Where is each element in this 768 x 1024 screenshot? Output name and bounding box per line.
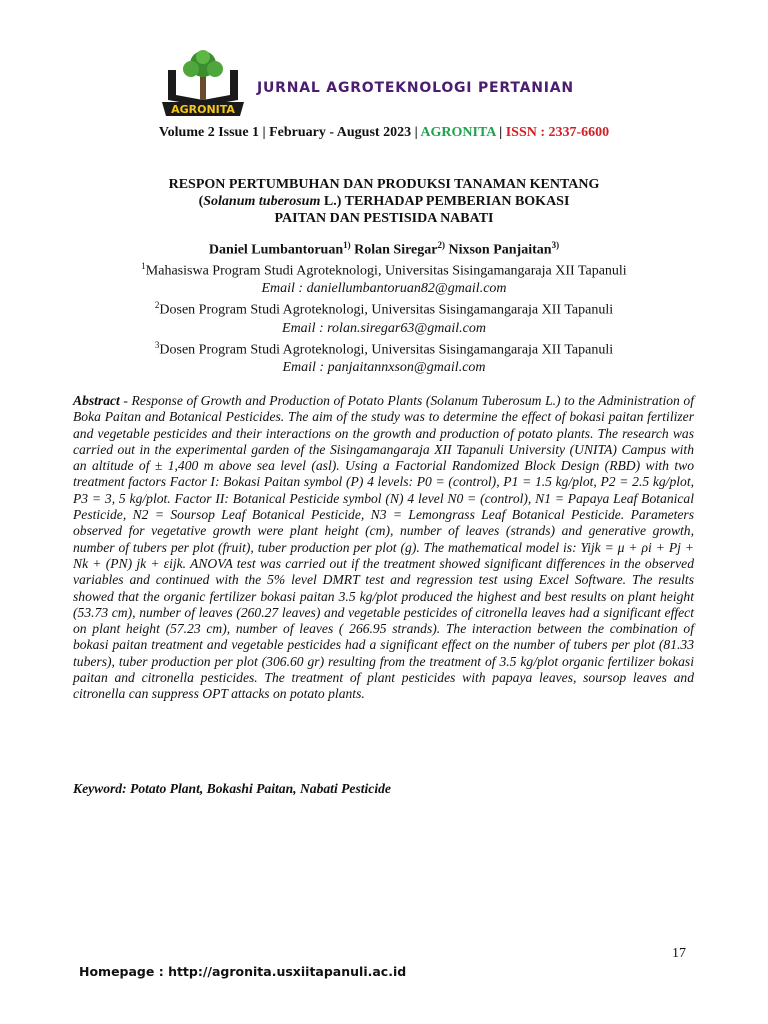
- author-mark: 1): [343, 240, 351, 250]
- affiliation: $^2$Dosen Program Studi Agroteknologi, Universitas Sisingamangaraja XII Tapanuli: [154, 300, 614, 319]
- affiliation: $^3$Dosen Program Studi Agroteknologi, Universitas Sisingamangaraja XII Tapanuli: [154, 339, 614, 358]
- author-mark: 2): [437, 240, 445, 250]
- logo-text: AGRONITA: [171, 103, 235, 116]
- abstract: [73, 393, 694, 703]
- affiliation: $^1$Mahasiswa Program Studi Agroteknologi, Universitas Sisingamangaraja XII Tapanuli: [141, 261, 627, 279]
- journal-header: [160, 48, 620, 120]
- author-name: Nixson Panjaitan: [444, 242, 552, 258]
- author-mark: 3): [551, 240, 560, 250]
- journal-brand: AGRONITA: [420, 125, 496, 140]
- paper-title: [0, 176, 768, 227]
- abstract-text: - Response of Growth and Production of Potato Plants (Solanum Tuberosum L.) to the Administration of Boka Paitan and Botanical Pesticides. The aim of the study was to determine the effect of bokasi paitan fertilizer and vegetable pesticides and their interactions on the growth and production of potato plants. The research was carried out in the experimental garden of the Sisingamangaraja XII Tapanuli University (UNITA) Campus with an altitude of ± 1,400 m above sea level (asl). Using a Factorial Randomized Block Design (RBD) with two treatment factors Factor I: Bokasi Paitan symbol (P) 4 levels: P0 = (control), P1 = 1.5 kg/plot, P2 = 2.5 kg/plot, P3 = 3, 5 kg/plot. Factor II: Botanical Pesticide symbol (N) 4 level N0 = (control), N1 = Papaya Leaf Botanical Pesticide, N2 = Soursop Leaf Botanical Pesticide, N3 = Lemongrass Leaf Botanical Pesticide. Parameters observed for vegetative growth were plant height (cm), number of leaves (strands) and generative growth, number of tubers per plot (fruit), tuber production per plot (g). The mathematical model is: Yijk = μ + ρi + Pj + Nk + (PN) jk + εijk. ANOVA test was carried out if the treatment showed significant differences in the observed variables and continued with the 5% level DMRT test and regression test using Excel Software. The results showed that the organic fertilizer bokasi paitan 3.5 kg/plot produced the highest and best results on plant height (53.73 cm), number of leaves (260.27 leaves) and vegetable pesticides of citronella leaves had a significant effect on plant height (57.23 cm), number of leaves ( 266.95 strands). The interaction between the combination of bokasi paitan treatment and vegetable pesticides had a significant effect on the number of tubers per plot (81.33 tubers), tuber production per plot (306.60 gr) resulting from the treatment of 3.5 kg/plot organic fertilizer bokasi paitan and citronella pesticides. The treatment of plant pesticides with papaya leaves, soursop leaves and citronella can suppress OPT attacks on potato plants.: [73, 393, 694, 702]
- title-line-1: RESPON PERTUMBUHAN DAN PRODUKSI TANAMAN KENTANG: [168, 177, 600, 192]
- keywords: Keyword: Potato Plant, Bokashi Paitan, Nabati Pesticide: [73, 781, 391, 796]
- abstract-label: Abstract: [73, 393, 120, 408]
- agronita-logo-icon: [160, 48, 246, 118]
- title-line-3: PAITAN DAN PESTISIDA NABATI: [274, 211, 494, 226]
- title-line-2: (Solanum tuberosum L.) TERHADAP PEMBERIAN BOKASI: [198, 194, 570, 209]
- volume-line: [0, 125, 768, 141]
- homepage-link[interactable]: Homepage : http://agronita.usxiitapanuli.ac.id: [79, 964, 407, 979]
- species-name: Solanum tuberosum: [203, 194, 321, 209]
- author-email: Email : panjaitannxson@gmail.com: [282, 360, 486, 375]
- issn: ISSN : 2337-6600: [505, 125, 610, 140]
- author-list: [0, 240, 768, 259]
- journal-name: JURNAL AGROTEKNOLOGI PERTANIAN: [257, 80, 574, 96]
- author-name: Rolan Siregar: [350, 242, 438, 258]
- affiliations: [0, 258, 768, 376]
- volume-issue: Volume 2 Issue 1 | February - August 2023 |: [158, 125, 421, 140]
- page-number: 17: [672, 946, 686, 961]
- volume-separator: |: [495, 125, 506, 140]
- author-email: Email : daniellumbantoruan82@gmail.com: [261, 281, 507, 297]
- author-name: Daniel Lumbantoruan: [208, 242, 344, 258]
- author-email: Email : rolan.siregar63@gmail.com: [282, 320, 486, 336]
